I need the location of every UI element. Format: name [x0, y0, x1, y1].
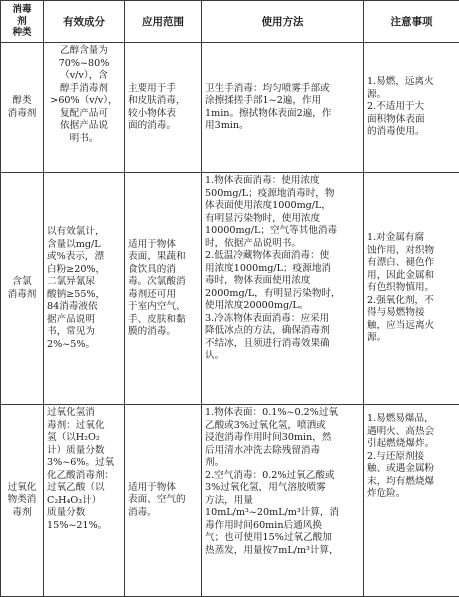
scope-cell: 主要用于手 和皮肤消毒， 较小物体表 面的消毒。	[125, 43, 202, 173]
header-scope: 应用范围	[125, 1, 202, 43]
ingredient-cell: 过氧化氢消 毒剂：过氧化 氢（以H₂O₂ 计）质量分数 3%~6%。过氧 化乙酸消毒剂： 过氧乙酸（以 C₂H₄O₃计） 质量分数 15%~21%。	[44, 405, 125, 597]
table-row	[1, 405, 459, 597]
header-usage: 使用方法	[202, 1, 364, 43]
header-notes: 注意事项	[364, 1, 459, 43]
table-row	[1, 173, 459, 405]
scope-cell: 适用于物体 表面、果蔬和 食饮具的消 毒。次氯酸消 毒剂还可用 于室内空气、 手、皮肤和黏 膜的消毒。	[125, 173, 202, 405]
scope-cell: 适用于物体 表面、空气的 消毒。	[125, 405, 202, 597]
type-cell: 醇类 消毒剂	[1, 43, 44, 173]
type-cell: 含氯 消毒剂	[1, 173, 44, 405]
usage-cell: 1.物体表面：0.1%~0.2%过氧 乙酸或3%过氧化氢，喷洒或 浸泡消毒作用时间30min，然 后用清水冲洗去除残留消毒 剂。 2.空气消毒：0.2%过氧乙酸或 3%过氧化氢，用气溶胶喷雾 方法，用量 10mL/m³~20mL/m³计算，消 毒作用时间60min后通风换 气；也可使用15%过氧乙酸加 热蒸发，用量按7mL/m³计算，	[202, 405, 364, 597]
header-row	[1, 1, 459, 43]
usage-cell: 卫生手消毒：均匀喷雾手部或 涂擦揉搓手部1~2遍，作用 1min。擦拭物体表面2遍，作 用3min。	[202, 43, 364, 173]
notes-cell: 1.易燃，远离火 源。 2.不适用于大 面积物体表面 的消毒使用。	[364, 43, 459, 173]
ingredient-cell: 乙醇含量为 70%~80% （v/v），含 醇手消毒剂 >60%（v/v）， 复配产品可 依据产品说 明书。	[44, 43, 125, 173]
usage-cell: 1.物体表面消毒：使用浓度 500mg/L；疫源地消毒时，物 体表面使用浓度1000mg/L， 有明显污染物时，使用浓度 10000mg/L；空气等其他消毒 时，依据产品说明书。 2.低温冷藏物体表面消毒：使 用浓度1000mg/L；疫源地消 毒时，物体表面使用浓度 2000mg/L，有明显污染物时， 使用浓度20000mg/L。 3.冷冻物体表面消毒：应采用 降低冰点的方法，确保消毒剂 不结冰，且须进行消毒效果确 认。	[202, 173, 364, 405]
table-row	[1, 43, 459, 173]
ingredient-cell: 以有效氯计， 含量以mg/L 或%表示，漂 白粉≥20%， 二氯异氰尿 酸钠≥55%， 84消毒液依 据产品说明 书，常见为 2%~5%。	[44, 173, 125, 405]
header-type: 消毒 剂 种类	[1, 1, 44, 43]
notes-cell: 1.对金属有腐 蚀作用，对织物 有漂白、褪色作 用，因此金属和 有色织物慎用。 2.强氧化剂，不 得与易燃物接 触，应当远离火 源。	[364, 173, 459, 405]
type-cell: 过氧化 物类消 毒剂	[1, 405, 44, 597]
notes-cell: 1.易燃易爆品， 遇明火、高热会 引起燃烧爆炸。 2.与还原剂接 触、或遇金属粉 末，均有燃烧爆 炸危险。	[364, 405, 459, 597]
header-ingredient: 有效成分	[44, 1, 125, 43]
